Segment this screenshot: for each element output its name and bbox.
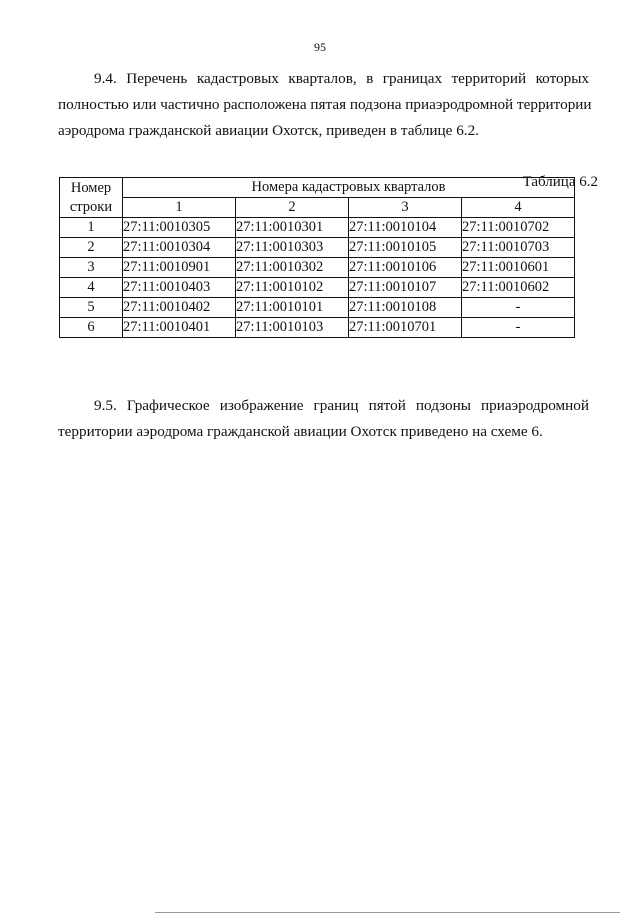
paragraph-line: полностью или частично расположена пятая подзона приаэродромной территории bbox=[58, 96, 592, 113]
cadastral-code-cell: 27:11:0010303 bbox=[236, 238, 349, 258]
cadastral-code-cell: 27:11:0010107 bbox=[349, 278, 462, 298]
cadastral-code-cell: 27:11:0010104 bbox=[349, 218, 462, 238]
paragraph-line: аэродрома гражданской авиации Охотск, приведен в таблице 6.2. bbox=[58, 122, 479, 139]
row-number-header bbox=[60, 178, 123, 218]
table-header-row bbox=[60, 178, 575, 198]
cadastral-code-cell: 27:11:0010602 bbox=[462, 278, 575, 298]
paragraph-line: 9.5. Графическое изображение границ пятой подзоны приаэродромной bbox=[94, 397, 589, 414]
cadastral-code-cell: 27:11:0010302 bbox=[236, 258, 349, 278]
cadastral-code-cell: 27:11:0010701 bbox=[349, 318, 462, 338]
row-number-cell: 1 bbox=[60, 218, 123, 238]
cadastral-code-cell: 27:11:0010108 bbox=[349, 298, 462, 318]
row-number-header-line: Номер bbox=[70, 179, 112, 196]
empty-cell-dash: - bbox=[462, 298, 575, 318]
paragraph-9-5 bbox=[58, 393, 589, 445]
cadastral-code-cell: 27:11:0010101 bbox=[236, 298, 349, 318]
column-number-header: 1 bbox=[123, 198, 236, 218]
row-number-cell: 6 bbox=[60, 318, 123, 338]
page-number: 95 bbox=[314, 40, 326, 54]
row-number-cell: 5 bbox=[60, 298, 123, 318]
table-subheader-row bbox=[60, 198, 575, 218]
cadastral-code-cell: 27:11:0010106 bbox=[349, 258, 462, 278]
table-caption: Таблица 6.2 bbox=[522, 174, 598, 190]
paragraph-line: территории аэродрома гражданской авиации Охотск приведено на схеме 6. bbox=[58, 423, 543, 440]
cadastral-code-cell: 27:11:0010103 bbox=[236, 318, 349, 338]
row-number-cell: 3 bbox=[60, 258, 123, 278]
row-number-cell: 4 bbox=[60, 278, 123, 298]
table-row bbox=[60, 238, 575, 258]
cadastral-code-cell: 27:11:0010702 bbox=[462, 218, 575, 238]
column-number-header: 4 bbox=[462, 198, 575, 218]
cadastral-code-cell: 27:11:0010305 bbox=[123, 218, 236, 238]
cadastral-code-cell: 27:11:0010102 bbox=[236, 278, 349, 298]
row-number-header-line: строки bbox=[69, 198, 113, 215]
table-row bbox=[60, 298, 575, 318]
cadastral-group-header: Номера кадастровых кварталов bbox=[123, 178, 575, 198]
cadastral-code-cell: 27:11:0010402 bbox=[123, 298, 236, 318]
column-number-header: 3 bbox=[349, 198, 462, 218]
cadastral-quarters-table bbox=[59, 177, 575, 338]
scan-edge-line bbox=[155, 912, 620, 913]
table-row bbox=[60, 278, 575, 298]
cadastral-code-cell: 27:11:0010403 bbox=[123, 278, 236, 298]
table-row bbox=[60, 218, 575, 238]
cadastral-code-cell: 27:11:0010703 bbox=[462, 238, 575, 258]
cadastral-code-cell: 27:11:0010301 bbox=[236, 218, 349, 238]
cadastral-code-cell: 27:11:0010105 bbox=[349, 238, 462, 258]
cadastral-code-cell: 27:11:0010601 bbox=[462, 258, 575, 278]
column-number-header: 2 bbox=[236, 198, 349, 218]
row-number-cell: 2 bbox=[60, 238, 123, 258]
cadastral-code-cell: 27:11:0010901 bbox=[123, 258, 236, 278]
table-row bbox=[60, 258, 575, 278]
paragraph-line: 9.4. Перечень кадастровых кварталов, в границах территорий которых bbox=[94, 70, 589, 87]
cadastral-code-cell: 27:11:0010401 bbox=[123, 318, 236, 338]
empty-cell-dash: - bbox=[462, 318, 575, 338]
paragraph-9-4 bbox=[58, 66, 592, 144]
table-row bbox=[60, 318, 575, 338]
cadastral-code-cell: 27:11:0010304 bbox=[123, 238, 236, 258]
